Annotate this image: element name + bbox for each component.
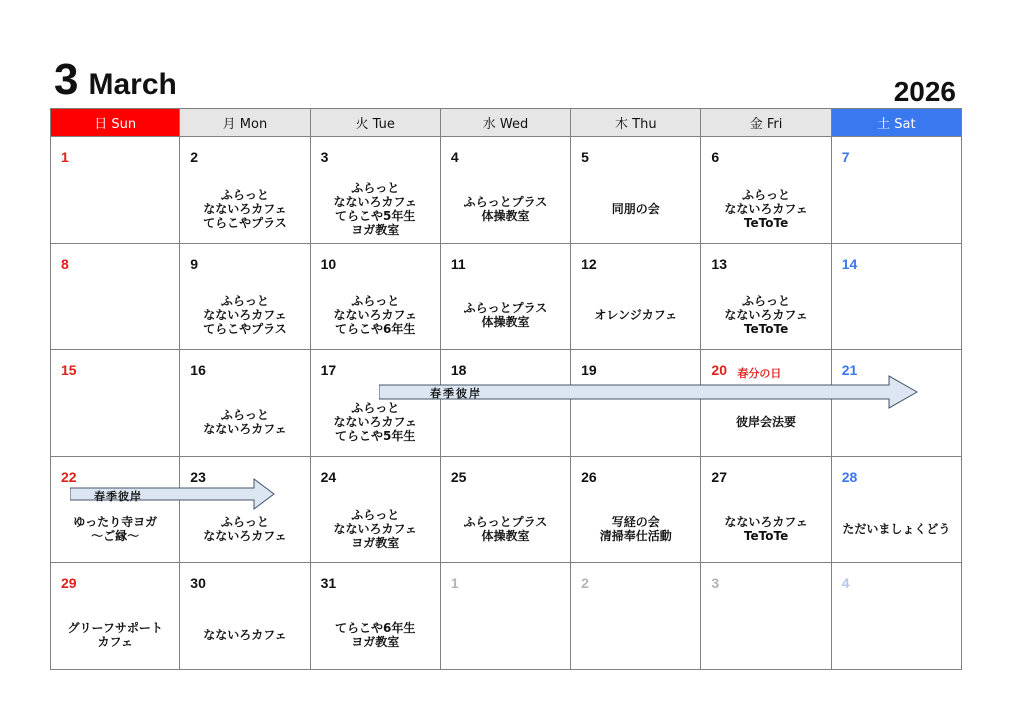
event-item: てらこやプラス: [203, 322, 287, 337]
day-number: 2: [190, 149, 199, 165]
weekday-header: 木 Thu: [571, 108, 701, 137]
event-item: 写経の会: [611, 514, 660, 529]
day-cell: [571, 137, 701, 244]
event-item: ヨガ教室: [351, 222, 400, 237]
event-item: TeToTe: [743, 528, 789, 543]
event-list: [182, 605, 307, 665]
day-cell: [50, 350, 180, 457]
day-number: 10: [320, 255, 337, 272]
day-cell: [180, 563, 310, 670]
event-list: [703, 179, 828, 239]
day-cell: [311, 563, 441, 670]
day-cell: [50, 244, 180, 351]
day-cell: [311, 137, 441, 244]
event-list: [313, 499, 438, 559]
event-list: [703, 499, 828, 559]
event-item: なないろカフェ: [203, 201, 287, 216]
day-cell: [180, 457, 310, 564]
event-item: ～ご縁～: [91, 528, 140, 543]
day-number: 17: [320, 362, 337, 379]
weekday-header: 金 Fri: [701, 108, 831, 137]
event-list: [443, 499, 568, 559]
event-list: [443, 286, 568, 346]
event-item: ふらっと: [742, 187, 791, 202]
event-list: [573, 286, 698, 346]
calendar-grid: [50, 108, 962, 670]
day-cell: [441, 137, 571, 244]
day-cell: [571, 244, 701, 351]
weekday-header: 水 Wed: [441, 108, 571, 137]
weekday-header: 火 Tue: [311, 108, 441, 137]
event-item: ふらっと: [351, 400, 400, 415]
day-number: 20: [711, 362, 727, 379]
event-list: [313, 179, 438, 239]
day-number: 15: [61, 362, 77, 379]
day-number: 12: [581, 255, 597, 272]
event-item: 同朋の会: [611, 201, 660, 216]
day-cell: [832, 137, 962, 244]
event-item: 彼岸会法要: [736, 414, 797, 429]
event-item: ふらっとプラス: [463, 194, 548, 209]
event-item: てらこや6年生: [335, 322, 416, 337]
event-item: ふらっと: [220, 187, 269, 202]
event-item: ふらっと: [220, 514, 269, 529]
event-item: なないろカフェ: [333, 414, 417, 429]
day-number: 9: [190, 255, 199, 272]
day-number: 29: [61, 575, 77, 592]
event-item: ただいましょくどう: [842, 521, 951, 536]
event-item: 体操教室: [481, 208, 530, 223]
day-cell: [311, 244, 441, 351]
day-number: 21: [841, 362, 858, 379]
day-cell: [441, 563, 571, 670]
event-item: なないろカフェ: [333, 194, 417, 209]
event-item: なないろカフェ: [333, 308, 417, 323]
day-cell: [701, 563, 831, 670]
event-item: なないろカフェ: [203, 528, 287, 543]
day-number: 13: [711, 255, 727, 272]
event-list: [834, 499, 959, 559]
event-list: [182, 392, 307, 452]
day-cell: [701, 244, 831, 351]
weekday-header: 日 Sun: [50, 108, 180, 137]
day-number: 3: [711, 575, 720, 592]
event-item: TeToTe: [743, 322, 789, 337]
day-number: 14: [841, 255, 858, 272]
day-number: 26: [581, 468, 597, 485]
event-item: なないろカフェ: [203, 628, 287, 643]
event-item: グリーフサポート: [67, 621, 163, 636]
day-cell: [311, 457, 441, 564]
day-number: 4: [841, 575, 850, 592]
day-cell: [180, 350, 310, 457]
event-item: なないろカフェ: [724, 514, 808, 529]
day-number: 7: [841, 149, 850, 165]
event-list: [53, 605, 177, 665]
day-cell: [701, 457, 831, 564]
day-cell: [441, 244, 571, 351]
day-cell: [571, 457, 701, 564]
holiday-label: 春分の日: [737, 367, 782, 381]
event-list: [573, 179, 698, 239]
day-number: 30: [190, 575, 206, 592]
event-item: ふらっと: [220, 294, 269, 309]
day-number: 31: [320, 575, 337, 592]
day-number: 11: [450, 255, 466, 272]
weekday-header: 土 Sat: [832, 108, 962, 137]
event-item: なないろカフェ: [724, 308, 808, 323]
event-item: ふらっと: [351, 180, 400, 195]
day-number: 19: [581, 362, 597, 379]
day-cell: [180, 244, 310, 351]
event-item: ふらっと: [351, 507, 400, 522]
day-number: 1: [61, 149, 69, 165]
day-number: 25: [450, 468, 467, 485]
event-list: [182, 286, 307, 346]
day-cell: [180, 137, 310, 244]
event-item: てらこや5年生: [335, 208, 416, 223]
event-item: なないろカフェ: [203, 308, 287, 323]
day-number: 22: [61, 468, 77, 485]
day-number: 1: [450, 575, 459, 592]
month-number: 3: [54, 55, 79, 104]
event-list: [443, 179, 568, 239]
day-cell: [701, 137, 831, 244]
event-item: なないろカフェ: [724, 201, 808, 216]
day-number: 16: [190, 362, 206, 379]
day-number: 2: [581, 575, 589, 592]
event-item: ヨガ教室: [351, 535, 400, 550]
event-item: ふらっとプラス: [463, 514, 548, 529]
event-item: てらこや5年生: [335, 428, 416, 443]
day-number: 8: [61, 255, 69, 272]
event-item: なないろカフェ: [333, 521, 417, 536]
day-number: 24: [320, 468, 337, 485]
day-number: 6: [711, 149, 720, 165]
event-item: 体操教室: [481, 315, 530, 330]
event-item: ふらっと: [742, 294, 791, 309]
day-cell: [441, 457, 571, 564]
event-item: てらこやプラス: [203, 215, 287, 230]
event-item: 体操教室: [481, 528, 530, 543]
day-number: 27: [711, 468, 727, 485]
day-cell: [571, 563, 701, 670]
calendar-title: [54, 56, 177, 104]
day-cell: [832, 457, 962, 564]
day-cell: [50, 563, 180, 670]
event-item: TeToTe: [743, 215, 789, 230]
higan-label-week3: 春季彼岸: [430, 387, 482, 400]
event-item: ふらっと: [220, 407, 269, 422]
weekday-header: 月 Mon: [180, 108, 310, 137]
year-label: 2026: [893, 76, 956, 107]
month-name: March: [88, 68, 177, 101]
event-item: なないろカフェ: [203, 421, 287, 436]
event-item: ふらっと: [351, 294, 400, 309]
event-item: ふらっとプラス: [463, 301, 548, 316]
day-cell: [832, 244, 962, 351]
day-number: 23: [190, 468, 206, 485]
event-item: ヨガ教室: [351, 635, 400, 650]
event-list: [182, 179, 307, 239]
event-list: [573, 499, 698, 559]
day-number: 5: [581, 149, 589, 165]
event-item: オレンジカフェ: [594, 308, 678, 323]
event-item: カフェ: [97, 635, 133, 650]
day-cell: [50, 137, 180, 244]
day-number: 3: [320, 149, 329, 165]
day-number: 4: [450, 149, 459, 165]
day-number: 28: [841, 468, 858, 485]
event-list: [313, 286, 438, 346]
event-item: ゆったり寺ヨガ: [73, 514, 158, 529]
day-cell: [50, 457, 180, 564]
event-item: 清掃奉仕活動: [599, 528, 672, 543]
event-list: [313, 605, 438, 665]
day-cell: [832, 563, 962, 670]
day-number: 18: [450, 362, 467, 379]
higan-label-week4: 春季彼岸: [94, 490, 142, 503]
event-list: [703, 286, 828, 346]
event-item: てらこや6年生: [335, 621, 416, 636]
weekday-header-row: [50, 108, 962, 137]
